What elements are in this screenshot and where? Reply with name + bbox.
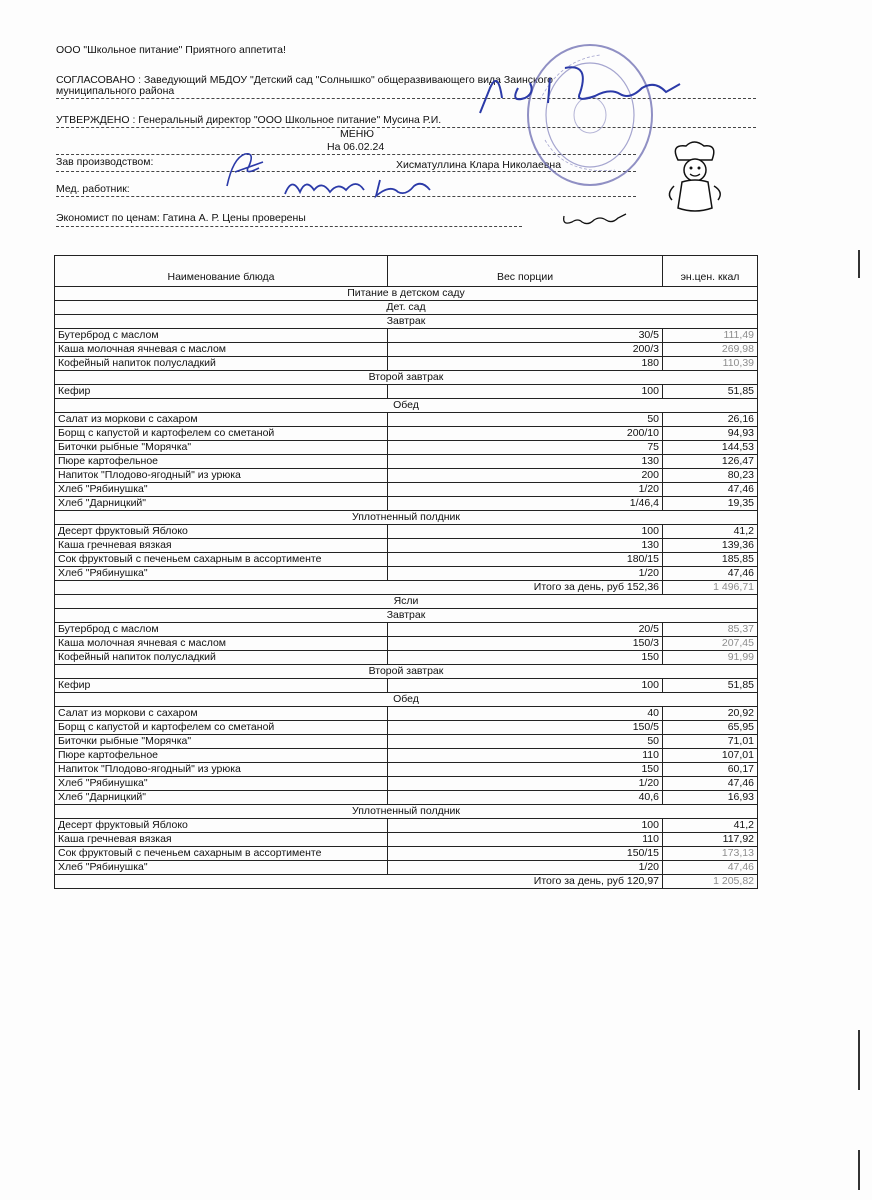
table-header-row xyxy=(55,256,758,287)
table-row xyxy=(55,483,758,497)
portion-weight: 40,6 xyxy=(388,791,663,805)
dish-name: Хлеб "Дарницкий" xyxy=(55,497,388,511)
table-row xyxy=(55,469,758,483)
table-row xyxy=(55,833,758,847)
column-header-weight: Вес порции xyxy=(388,256,663,287)
portion-weight: 50 xyxy=(388,413,663,427)
portion-weight: 1/20 xyxy=(388,567,663,581)
energy-value: 144,53 xyxy=(663,441,758,455)
portion-weight: 40 xyxy=(388,707,663,721)
table-row xyxy=(55,777,758,791)
table-row xyxy=(55,651,758,665)
portion-weight: 1/20 xyxy=(388,777,663,791)
production-manager-name: Хисматуллина Клара Николаевна xyxy=(396,159,562,171)
menu-date: На 06.02.24 xyxy=(327,141,385,153)
column-header-dish: Наименование блюда xyxy=(55,256,388,287)
section-label: Второй завтрак xyxy=(55,665,758,679)
menu-table xyxy=(54,255,758,889)
energy-value: 26,16 xyxy=(663,413,758,427)
table-row xyxy=(55,413,758,427)
dish-name: Десерт фруктовый Яблоко xyxy=(55,819,388,833)
table-row xyxy=(55,721,758,735)
economist-line: Экономист по ценам: Гатина А. Р. Цены проверены xyxy=(56,212,306,224)
section-label: Обед xyxy=(55,399,758,413)
scan-mark xyxy=(858,250,860,278)
table-row xyxy=(55,525,758,539)
scan-mark xyxy=(858,1150,860,1190)
dish-name: Кофейный напиток полусладкий xyxy=(55,357,388,371)
energy-value: 126,47 xyxy=(663,455,758,469)
portion-weight: 150/15 xyxy=(388,847,663,861)
dish-name: Каша молочная ячневая с маслом xyxy=(55,343,388,357)
portion-weight: 1/20 xyxy=(388,483,663,497)
dish-name: Бутерброд с маслом xyxy=(55,329,388,343)
table-row xyxy=(55,497,758,511)
portion-weight: 200 xyxy=(388,469,663,483)
energy-value: 51,85 xyxy=(663,385,758,399)
portion-weight: 100 xyxy=(388,385,663,399)
table-row xyxy=(55,539,758,553)
dish-name: Борщ с капустой и картофелем со сметаной xyxy=(55,721,388,735)
dish-name: Биточки рыбные "Морячка" xyxy=(55,441,388,455)
dish-name: Пюре картофельное xyxy=(55,749,388,763)
table-row xyxy=(55,329,758,343)
table-row xyxy=(55,749,758,763)
energy-value: 117,92 xyxy=(663,833,758,847)
table-row xyxy=(55,427,758,441)
dish-name: Напиток "Плодово-ягодный" из урюка xyxy=(55,763,388,777)
economist-signature xyxy=(560,204,630,228)
energy-value: 173,13 xyxy=(663,847,758,861)
energy-value: 207,45 xyxy=(663,637,758,651)
director-signature xyxy=(470,58,700,118)
energy-value: 94,93 xyxy=(663,427,758,441)
dish-name: Кефир xyxy=(55,679,388,693)
table-row xyxy=(55,623,758,637)
energy-value: 47,46 xyxy=(663,483,758,497)
section-row xyxy=(55,315,758,329)
section-row xyxy=(55,399,758,413)
section-label: Дет. сад xyxy=(55,301,758,315)
dish-name: Кефир xyxy=(55,385,388,399)
energy-value: 51,85 xyxy=(663,679,758,693)
portion-weight: 180/15 xyxy=(388,553,663,567)
section-row xyxy=(55,287,758,301)
table-row xyxy=(55,441,758,455)
portion-weight: 130 xyxy=(388,539,663,553)
portion-weight: 150/5 xyxy=(388,721,663,735)
daily-total-kcal: 1 205,82 xyxy=(663,875,758,889)
portion-weight: 20/5 xyxy=(388,623,663,637)
table-row xyxy=(55,637,758,651)
table-row xyxy=(55,791,758,805)
daily-total-kcal: 1 496,71 xyxy=(663,581,758,595)
section-label: Питание в детском саду xyxy=(55,287,758,301)
portion-weight: 150 xyxy=(388,763,663,777)
dish-name: Кофейный напиток полусладкий xyxy=(55,651,388,665)
section-label: Второй завтрак xyxy=(55,371,758,385)
section-row xyxy=(55,371,758,385)
section-label: Ясли xyxy=(55,595,758,609)
approved-line: УТВЕРЖДЕНО : Генеральный директор "ООО Школьное питание" Мусина Р.И. xyxy=(56,114,442,126)
portion-weight: 100 xyxy=(388,679,663,693)
energy-value: 20,92 xyxy=(663,707,758,721)
dish-name: Сок фруктовый с печеньем сахарным в ассортименте xyxy=(55,553,388,567)
total-row xyxy=(55,875,758,889)
energy-value: 65,95 xyxy=(663,721,758,735)
column-header-kcal: эн.цен. ккал xyxy=(663,256,758,287)
dish-name: Десерт фруктовый Яблоко xyxy=(55,525,388,539)
dish-name: Хлеб "Дарницкий" xyxy=(55,791,388,805)
section-row xyxy=(55,693,758,707)
divider xyxy=(56,226,522,227)
portion-weight: 50 xyxy=(388,735,663,749)
dish-name: Биточки рыбные "Морячка" xyxy=(55,735,388,749)
energy-value: 71,01 xyxy=(663,735,758,749)
dish-name: Хлеб "Рябинушка" xyxy=(55,483,388,497)
section-row xyxy=(55,665,758,679)
energy-value: 269,98 xyxy=(663,343,758,357)
energy-value: 60,17 xyxy=(663,763,758,777)
table-row xyxy=(55,567,758,581)
table-row xyxy=(55,357,758,371)
portion-weight: 30/5 xyxy=(388,329,663,343)
energy-value: 41,2 xyxy=(663,525,758,539)
table-row xyxy=(55,819,758,833)
section-label: Завтрак xyxy=(55,315,758,329)
energy-value: 19,35 xyxy=(663,497,758,511)
total-row xyxy=(55,581,758,595)
portion-weight: 200/3 xyxy=(388,343,663,357)
production-signature xyxy=(215,148,275,188)
energy-value: 107,01 xyxy=(663,749,758,763)
energy-value: 139,36 xyxy=(663,539,758,553)
daily-total-label: Итого за день, руб 152,36 xyxy=(55,581,663,595)
section-row xyxy=(55,595,758,609)
table-row xyxy=(55,679,758,693)
section-label: Обед xyxy=(55,693,758,707)
table-row xyxy=(55,343,758,357)
portion-weight: 200/10 xyxy=(388,427,663,441)
energy-value: 110,39 xyxy=(663,357,758,371)
chef-mascot-image xyxy=(660,138,730,218)
scan-mark xyxy=(858,1030,860,1090)
table-row xyxy=(55,455,758,469)
section-row xyxy=(55,609,758,623)
dish-name: Каша молочная ячневая с маслом xyxy=(55,637,388,651)
section-label: Завтрак xyxy=(55,609,758,623)
section-label: Уплотненный полдник xyxy=(55,511,758,525)
energy-value: 91,99 xyxy=(663,651,758,665)
company-line: ООО "Школьное питание" Приятного аппетита! xyxy=(56,44,286,56)
table-row xyxy=(55,385,758,399)
portion-weight: 100 xyxy=(388,819,663,833)
dish-name: Бутерброд с маслом xyxy=(55,623,388,637)
dish-name: Сок фруктовый с печеньем сахарным в ассортименте xyxy=(55,847,388,861)
section-row xyxy=(55,301,758,315)
dish-name: Напиток "Плодово-ягодный" из урюка xyxy=(55,469,388,483)
portion-weight: 100 xyxy=(388,525,663,539)
portion-weight: 75 xyxy=(388,441,663,455)
dish-name: Каша гречневая вязкая xyxy=(55,833,388,847)
energy-value: 185,85 xyxy=(663,553,758,567)
energy-value: 80,23 xyxy=(663,469,758,483)
table-row xyxy=(55,553,758,567)
energy-value: 16,93 xyxy=(663,791,758,805)
medic-signature xyxy=(280,170,440,200)
dish-name: Пюре картофельное xyxy=(55,455,388,469)
daily-total-label: Итого за день, руб 120,97 xyxy=(55,875,663,889)
portion-weight: 150 xyxy=(388,651,663,665)
section-label: Уплотненный полдник xyxy=(55,805,758,819)
energy-value: 41,2 xyxy=(663,819,758,833)
dish-name: Хлеб "Рябинушка" xyxy=(55,567,388,581)
portion-weight: 150/3 xyxy=(388,637,663,651)
portion-weight: 110 xyxy=(388,749,663,763)
table-row xyxy=(55,861,758,875)
portion-weight: 1/46,4 xyxy=(388,497,663,511)
dish-name: Салат из моркови с сахаром xyxy=(55,413,388,427)
dish-name: Салат из моркови с сахаром xyxy=(55,707,388,721)
dish-name: Каша гречневая вязкая xyxy=(55,539,388,553)
table-row xyxy=(55,763,758,777)
portion-weight: 110 xyxy=(388,833,663,847)
section-row xyxy=(55,805,758,819)
medic-label: Мед. работник: xyxy=(56,183,130,195)
dish-name: Хлеб "Рябинушка" xyxy=(55,861,388,875)
energy-value: 85,37 xyxy=(663,623,758,637)
dish-name: Хлеб "Рябинушка" xyxy=(55,777,388,791)
energy-value: 47,46 xyxy=(663,567,758,581)
energy-value: 47,46 xyxy=(663,777,758,791)
section-row xyxy=(55,511,758,525)
table-row xyxy=(55,735,758,749)
table-row xyxy=(55,847,758,861)
energy-value: 47,46 xyxy=(663,861,758,875)
portion-weight: 130 xyxy=(388,455,663,469)
portion-weight: 1/20 xyxy=(388,861,663,875)
menu-title: МЕНЮ xyxy=(340,128,374,140)
dish-name: Борщ с капустой и картофелем со сметаной xyxy=(55,427,388,441)
table-row xyxy=(55,707,758,721)
energy-value: 111,49 xyxy=(663,329,758,343)
agreed-line-cont: муниципального района xyxy=(56,85,175,97)
production-label: Зав производством: xyxy=(56,156,154,168)
agreed-line: СОГЛАСОВАНО : Заведующий МБДОУ "Детский сад "Солнышко" общеразвивающего вида Заинского xyxy=(56,74,554,86)
portion-weight: 180 xyxy=(388,357,663,371)
